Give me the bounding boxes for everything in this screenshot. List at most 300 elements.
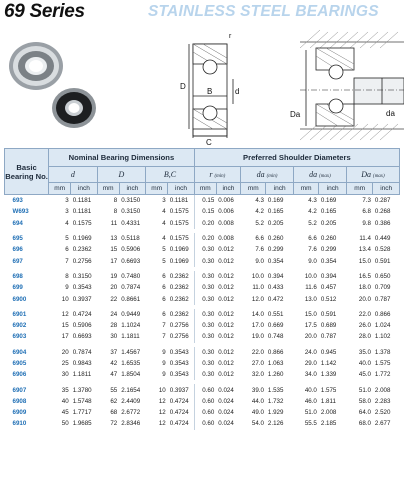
value-mm: 0.60 <box>194 407 216 418</box>
value-mm: 49.0 <box>251 409 264 417</box>
value-inch: 0.169 <box>267 197 284 205</box>
value-mm: 13 <box>110 235 118 243</box>
value-inch: 0.205 <box>267 219 284 227</box>
value-inch: 0.512 <box>320 295 337 303</box>
unit-mm-header: mm <box>97 183 119 195</box>
value-inch: 0.012 <box>218 284 234 292</box>
table-row <box>5 396 400 407</box>
value-mm: 16.5 <box>358 272 371 280</box>
value-mm: 17.0 <box>251 322 264 330</box>
value-inch: 1.3780 <box>72 386 92 394</box>
value-mm: 64.0 <box>358 409 371 417</box>
value-inch: 0.3543 <box>72 284 92 292</box>
value-inch: 2.008 <box>374 386 391 394</box>
value-mm: 13.4 <box>358 246 371 254</box>
value-inch: 0.3543 <box>169 371 189 379</box>
value-mm: 54.0 <box>251 420 264 428</box>
value-inch: 0.866 <box>374 310 391 318</box>
value-inch: 0.1181 <box>169 197 189 205</box>
value-mm: 32.0 <box>251 371 264 379</box>
table-row <box>5 255 400 266</box>
value-mm: 7.6 <box>255 246 264 254</box>
table-row <box>5 206 400 217</box>
col-Da-max-header: Da (max) <box>346 167 399 183</box>
value-inch: 0.386 <box>374 219 391 227</box>
value-inch: 0.3150 <box>121 197 141 205</box>
value-inch: 2.677 <box>374 420 391 428</box>
value-mm: 0.30 <box>194 255 216 266</box>
table-row <box>5 293 400 304</box>
bearing-number: 6905 <box>12 360 27 367</box>
value-inch: 0.165 <box>320 208 337 216</box>
value-mm: 27.0 <box>251 360 264 367</box>
value-inch: 0.9843 <box>72 360 92 367</box>
bearing-number: 6908 <box>12 397 27 405</box>
value-inch: 0.4331 <box>121 219 141 227</box>
value-inch: 0.394 <box>320 272 337 280</box>
value-mm: 4 <box>162 208 166 216</box>
col-r-header: r (min) <box>194 167 240 183</box>
value-inch: 0.012 <box>218 371 234 379</box>
value-mm: 0.15 <box>194 195 216 207</box>
value-inch: 1.1811 <box>72 371 92 379</box>
value-inch: 0.012 <box>218 333 234 341</box>
value-inch: 0.012 <box>218 295 234 303</box>
value-inch: 0.024 <box>218 409 234 417</box>
value-mm: 12 <box>61 310 69 318</box>
value-mm: 19 <box>110 272 118 280</box>
value-mm: 6 <box>162 310 166 318</box>
value-mm: 4.3 <box>255 197 264 205</box>
value-inch: 0.748 <box>267 333 284 341</box>
value-inch: 0.268 <box>374 208 391 216</box>
value-mm: 10.0 <box>251 272 264 280</box>
value-inch: 0.012 <box>218 310 234 318</box>
value-mm: 9 <box>162 371 166 379</box>
value-mm: 28.0 <box>358 333 371 341</box>
value-mm: 28 <box>110 322 118 330</box>
label-da: da <box>386 109 395 118</box>
value-inch: 0.354 <box>267 257 284 265</box>
value-inch: 0.012 <box>218 322 234 330</box>
value-mm: 20 <box>61 348 69 356</box>
value-mm: 55 <box>110 386 118 394</box>
value-inch: 1.8504 <box>121 371 141 379</box>
value-mm: 35 <box>61 386 69 394</box>
table-row <box>5 233 400 244</box>
value-mm: 9 <box>65 284 69 292</box>
value-inch: 0.5118 <box>121 235 140 243</box>
value-mm: 3 <box>65 208 69 216</box>
value-mm: 0.30 <box>194 271 216 282</box>
unit-inch-header: inch <box>168 183 194 195</box>
value-inch: 0.2362 <box>169 284 189 292</box>
basic-bearing-no-header: Basic Bearing No. <box>5 149 49 195</box>
value-inch: 0.5906 <box>121 246 141 254</box>
value-mm: 17 <box>110 257 118 265</box>
bearing-number: 6900 <box>12 295 27 303</box>
value-mm: 0.60 <box>194 384 216 395</box>
value-mm: 18.0 <box>358 284 371 292</box>
value-mm: 5 <box>65 235 69 243</box>
value-inch: 0.006 <box>218 197 234 205</box>
value-inch: 0.689 <box>320 322 337 330</box>
bearing-number: 695 <box>12 235 23 243</box>
value-mm: 12 <box>158 397 166 405</box>
value-mm: 68.0 <box>358 420 371 428</box>
value-inch: 0.2362 <box>72 246 92 254</box>
value-inch: 0.2756 <box>72 257 92 265</box>
value-inch: 0.945 <box>320 348 337 356</box>
value-inch: 0.2362 <box>169 295 189 303</box>
value-inch: 0.012 <box>218 360 234 367</box>
unit-inch-header: inch <box>319 183 347 195</box>
value-inch: 0.3937 <box>72 295 92 303</box>
value-inch: 0.260 <box>267 235 284 243</box>
value-inch: 0.260 <box>320 235 337 243</box>
shoulder-diameters-header: Preferred Shoulder Diameters <box>194 149 399 167</box>
value-mm: 0.30 <box>194 309 216 320</box>
value-mm: 68 <box>110 409 118 417</box>
bearing-photo <box>9 42 96 128</box>
value-inch: 0.012 <box>218 348 234 356</box>
value-inch: 1.5748 <box>72 397 92 405</box>
value-inch: 0.1575 <box>169 219 189 227</box>
value-mm: 4 <box>162 219 166 227</box>
value-inch: 0.9449 <box>121 310 141 318</box>
value-inch: 1.9685 <box>72 420 92 428</box>
value-inch: 0.024 <box>218 420 234 428</box>
bearing-number: 694 <box>12 219 23 227</box>
value-mm: 10 <box>61 295 69 303</box>
value-inch: 0.3937 <box>169 386 189 394</box>
value-mm: 45 <box>61 409 69 417</box>
value-mm: 12 <box>158 409 166 417</box>
label-C: C <box>206 138 212 146</box>
bearing-number: 693 <box>12 197 23 205</box>
value-mm: 26.0 <box>358 322 371 330</box>
label-Da: Da <box>290 110 301 119</box>
value-mm: 40 <box>61 397 69 405</box>
value-inch: 1.339 <box>320 371 337 379</box>
value-inch: 1.811 <box>320 397 336 405</box>
value-inch: 0.709 <box>374 284 391 292</box>
value-mm: 20.0 <box>304 333 317 341</box>
value-inch: 0.669 <box>267 322 284 330</box>
value-mm: 12 <box>158 420 166 428</box>
value-mm: 10.0 <box>304 272 317 280</box>
value-mm: 4 <box>65 219 69 227</box>
value-mm: 20.0 <box>358 295 371 303</box>
value-mm: 0.30 <box>194 369 216 380</box>
value-inch: 1.929 <box>267 409 284 417</box>
value-mm: 19.0 <box>251 333 264 341</box>
value-mm: 30 <box>61 371 69 379</box>
label-B: B <box>207 87 213 96</box>
shoulder-diagram <box>300 30 404 140</box>
value-mm: 15 <box>110 246 118 254</box>
value-mm: 22.0 <box>358 310 371 318</box>
value-mm: 35.0 <box>358 348 371 356</box>
label-r: r <box>229 33 232 40</box>
value-mm: 0.30 <box>194 347 216 358</box>
value-inch: 0.4724 <box>72 310 92 318</box>
value-inch: 0.6693 <box>121 257 141 265</box>
value-mm: 15.0 <box>358 257 371 265</box>
value-mm: 13.0 <box>304 295 317 303</box>
unit-inch-header: inch <box>266 183 294 195</box>
bearing-number: 6902 <box>12 322 27 330</box>
value-inch: 0.7874 <box>72 348 92 356</box>
table-row <box>5 282 400 293</box>
value-inch: 0.457 <box>320 284 337 292</box>
value-mm: 4.2 <box>255 208 264 216</box>
value-mm: 5.2 <box>308 219 317 227</box>
value-inch: 0.472 <box>267 295 284 303</box>
value-mm: 6.6 <box>255 235 264 243</box>
col-D-header: D <box>97 167 146 183</box>
value-inch: 0.449 <box>374 235 391 243</box>
value-mm: 7 <box>65 257 69 265</box>
value-inch: 0.3543 <box>169 348 189 356</box>
value-inch: 0.1181 <box>72 197 92 205</box>
value-inch: 0.1575 <box>72 219 92 227</box>
value-inch: 1.142 <box>320 360 337 367</box>
value-mm: 24.0 <box>304 348 317 356</box>
value-inch: 0.650 <box>374 272 391 280</box>
value-mm: 37 <box>110 348 118 356</box>
value-mm: 17.5 <box>304 322 317 330</box>
value-mm: 6 <box>65 246 69 254</box>
value-inch: 2.126 <box>267 420 284 428</box>
table-row <box>5 218 400 229</box>
value-inch: 1.063 <box>267 360 284 367</box>
value-mm: 15.0 <box>304 310 317 318</box>
value-inch: 1.102 <box>374 333 391 341</box>
value-mm: 5 <box>162 246 166 254</box>
value-mm: 6.6 <box>308 235 317 243</box>
value-mm: 39.0 <box>251 386 264 394</box>
value-inch: 0.012 <box>218 272 234 280</box>
value-inch: 0.024 <box>218 386 234 394</box>
value-inch: 0.787 <box>320 333 337 341</box>
value-inch: 0.528 <box>374 246 391 254</box>
brand-title: STAINLESS STEEL BEARINGS <box>148 3 379 20</box>
value-inch: 0.7480 <box>121 272 141 280</box>
value-inch: 0.866 <box>267 348 284 356</box>
col-da-max-header: da (max) <box>294 167 347 183</box>
value-mm: 11.4 <box>359 235 371 243</box>
value-mm: 0.30 <box>194 282 216 293</box>
value-inch: 2.185 <box>320 420 337 428</box>
value-inch: 0.2756 <box>169 322 189 330</box>
value-inch: 2.008 <box>320 409 337 417</box>
value-mm: 9.8 <box>362 219 371 227</box>
bearing-number: 698 <box>12 272 23 280</box>
unit-mm-header: mm <box>241 183 266 195</box>
value-mm: 51.0 <box>358 386 371 394</box>
bearing-dimensions-table <box>4 148 400 430</box>
value-inch: 0.6693 <box>72 333 92 341</box>
value-inch: 0.1575 <box>169 235 189 243</box>
value-mm: 25 <box>61 360 69 367</box>
table-row <box>5 369 400 380</box>
value-inch: 0.1969 <box>169 246 189 254</box>
value-mm: 6 <box>162 295 166 303</box>
value-mm: 12.0 <box>251 295 264 303</box>
table-row <box>5 331 400 342</box>
value-inch: 0.008 <box>218 235 234 243</box>
value-inch: 0.012 <box>218 246 234 254</box>
label-d: d <box>235 87 240 96</box>
value-mm: 40.0 <box>304 386 317 394</box>
bearing-number: W693 <box>12 208 29 216</box>
value-mm: 24 <box>110 310 118 318</box>
value-inch: 0.2362 <box>169 310 189 318</box>
value-mm: 29.0 <box>304 360 317 367</box>
value-mm: 0.30 <box>194 358 216 369</box>
value-mm: 7.3 <box>362 197 371 205</box>
value-inch: 0.787 <box>374 295 391 303</box>
unit-mm-header: mm <box>294 183 319 195</box>
value-inch: 0.591 <box>374 257 391 265</box>
value-mm: 47 <box>110 371 118 379</box>
value-inch: 0.4724 <box>169 409 189 417</box>
unit-mm-header: mm <box>346 183 372 195</box>
unit-inch-header: inch <box>216 183 240 195</box>
value-mm: 58.0 <box>358 397 371 405</box>
bearing-number: 6907 <box>12 386 27 394</box>
value-inch: 1.772 <box>374 371 391 379</box>
value-mm: 22 <box>110 295 118 303</box>
series-title: 69 Series <box>4 1 85 22</box>
value-mm: 30 <box>110 333 118 341</box>
bearing-number: 697 <box>12 257 23 265</box>
value-inch: 0.394 <box>267 272 284 280</box>
value-inch: 0.4724 <box>169 420 189 428</box>
value-mm: 22.0 <box>251 348 264 356</box>
value-mm: 40.0 <box>358 360 371 367</box>
unit-inch-header: inch <box>71 183 97 195</box>
value-mm: 0.60 <box>194 418 216 429</box>
value-mm: 72 <box>110 420 118 428</box>
value-inch: 1.6535 <box>121 360 141 367</box>
unit-mm-header: mm <box>49 183 71 195</box>
value-mm: 11 <box>110 219 118 227</box>
bearing-number: 6906 <box>12 371 27 379</box>
value-inch: 0.2362 <box>169 272 189 280</box>
value-mm: 11.0 <box>252 284 264 292</box>
value-mm: 44.0 <box>251 397 264 405</box>
value-inch: 1.7717 <box>72 409 92 417</box>
bearing-number: 6901 <box>12 310 27 318</box>
table-row <box>5 309 400 320</box>
value-inch: 1.378 <box>374 348 391 356</box>
bearing-number: 6910 <box>12 420 27 428</box>
value-mm: 20 <box>110 284 118 292</box>
col-da-min-header: da (min) <box>241 167 294 183</box>
value-mm: 8 <box>113 197 118 205</box>
unit-inch-header: inch <box>119 183 145 195</box>
value-mm: 9.0 <box>308 257 317 265</box>
value-mm: 51.0 <box>304 409 317 417</box>
value-mm: 7 <box>162 322 166 330</box>
value-mm: 46.0 <box>304 397 317 405</box>
value-mm: 17 <box>61 333 69 341</box>
value-inch: 0.006 <box>218 208 234 216</box>
table-row <box>5 244 400 255</box>
value-mm: 9 <box>162 348 166 356</box>
value-inch: 1.1024 <box>121 322 141 330</box>
value-inch: 1.260 <box>267 371 284 379</box>
value-inch: 0.3543 <box>169 360 189 367</box>
value-inch: 2.6772 <box>121 409 141 417</box>
bearing-number: 6909 <box>12 409 27 417</box>
value-inch: 1.732 <box>267 397 284 405</box>
value-inch: 0.1969 <box>169 257 189 265</box>
value-inch: 0.012 <box>218 257 234 265</box>
value-inch: 1.575 <box>374 360 391 367</box>
value-inch: 0.591 <box>320 310 337 318</box>
value-mm: 10 <box>158 386 166 394</box>
value-mm: 9 <box>162 360 166 367</box>
value-mm: 62 <box>110 397 118 405</box>
value-mm: 6 <box>162 272 166 280</box>
bearing-number: 6904 <box>12 348 27 356</box>
value-mm: 3 <box>65 197 69 205</box>
value-mm: 5.2 <box>255 219 264 227</box>
value-inch: 0.008 <box>218 219 234 227</box>
value-mm: 8 <box>65 272 69 280</box>
value-inch: 0.8661 <box>121 295 141 303</box>
value-inch: 0.3150 <box>72 272 92 280</box>
value-inch: 0.5906 <box>72 322 92 330</box>
value-inch: 0.169 <box>320 197 337 205</box>
value-inch: 1.535 <box>267 386 284 394</box>
value-mm: 4 <box>162 235 166 243</box>
value-mm: 8 <box>113 208 118 216</box>
table-row <box>5 347 400 358</box>
value-mm: 55.5 <box>304 420 317 428</box>
value-inch: 2.1654 <box>121 386 141 394</box>
col-BC-header: B,C <box>146 167 195 183</box>
value-inch: 0.4724 <box>169 397 189 405</box>
table-row <box>5 195 400 207</box>
table-row <box>5 358 400 369</box>
col-d-header: d <box>49 167 98 183</box>
label-D: D <box>180 82 186 91</box>
bearing-figures <box>0 24 404 146</box>
value-mm: 4.3 <box>308 197 317 205</box>
value-mm: 11.6 <box>305 284 317 292</box>
value-mm: 0.60 <box>194 396 216 407</box>
value-mm: 45.0 <box>358 371 371 379</box>
value-mm: 3 <box>162 197 166 205</box>
value-inch: 0.024 <box>218 397 234 405</box>
value-inch: 0.551 <box>267 310 284 318</box>
value-inch: 1.4567 <box>121 348 141 356</box>
value-inch: 0.1181 <box>72 208 92 216</box>
value-inch: 2.8346 <box>121 420 141 428</box>
value-mm: 0.20 <box>194 233 216 244</box>
value-inch: 0.287 <box>374 197 391 205</box>
value-inch: 0.2756 <box>169 333 189 341</box>
value-inch: 0.299 <box>267 246 284 254</box>
value-mm: 7.6 <box>308 246 317 254</box>
value-inch: 0.299 <box>320 246 337 254</box>
value-inch: 0.1575 <box>169 208 189 216</box>
value-inch: 2.283 <box>374 397 391 405</box>
